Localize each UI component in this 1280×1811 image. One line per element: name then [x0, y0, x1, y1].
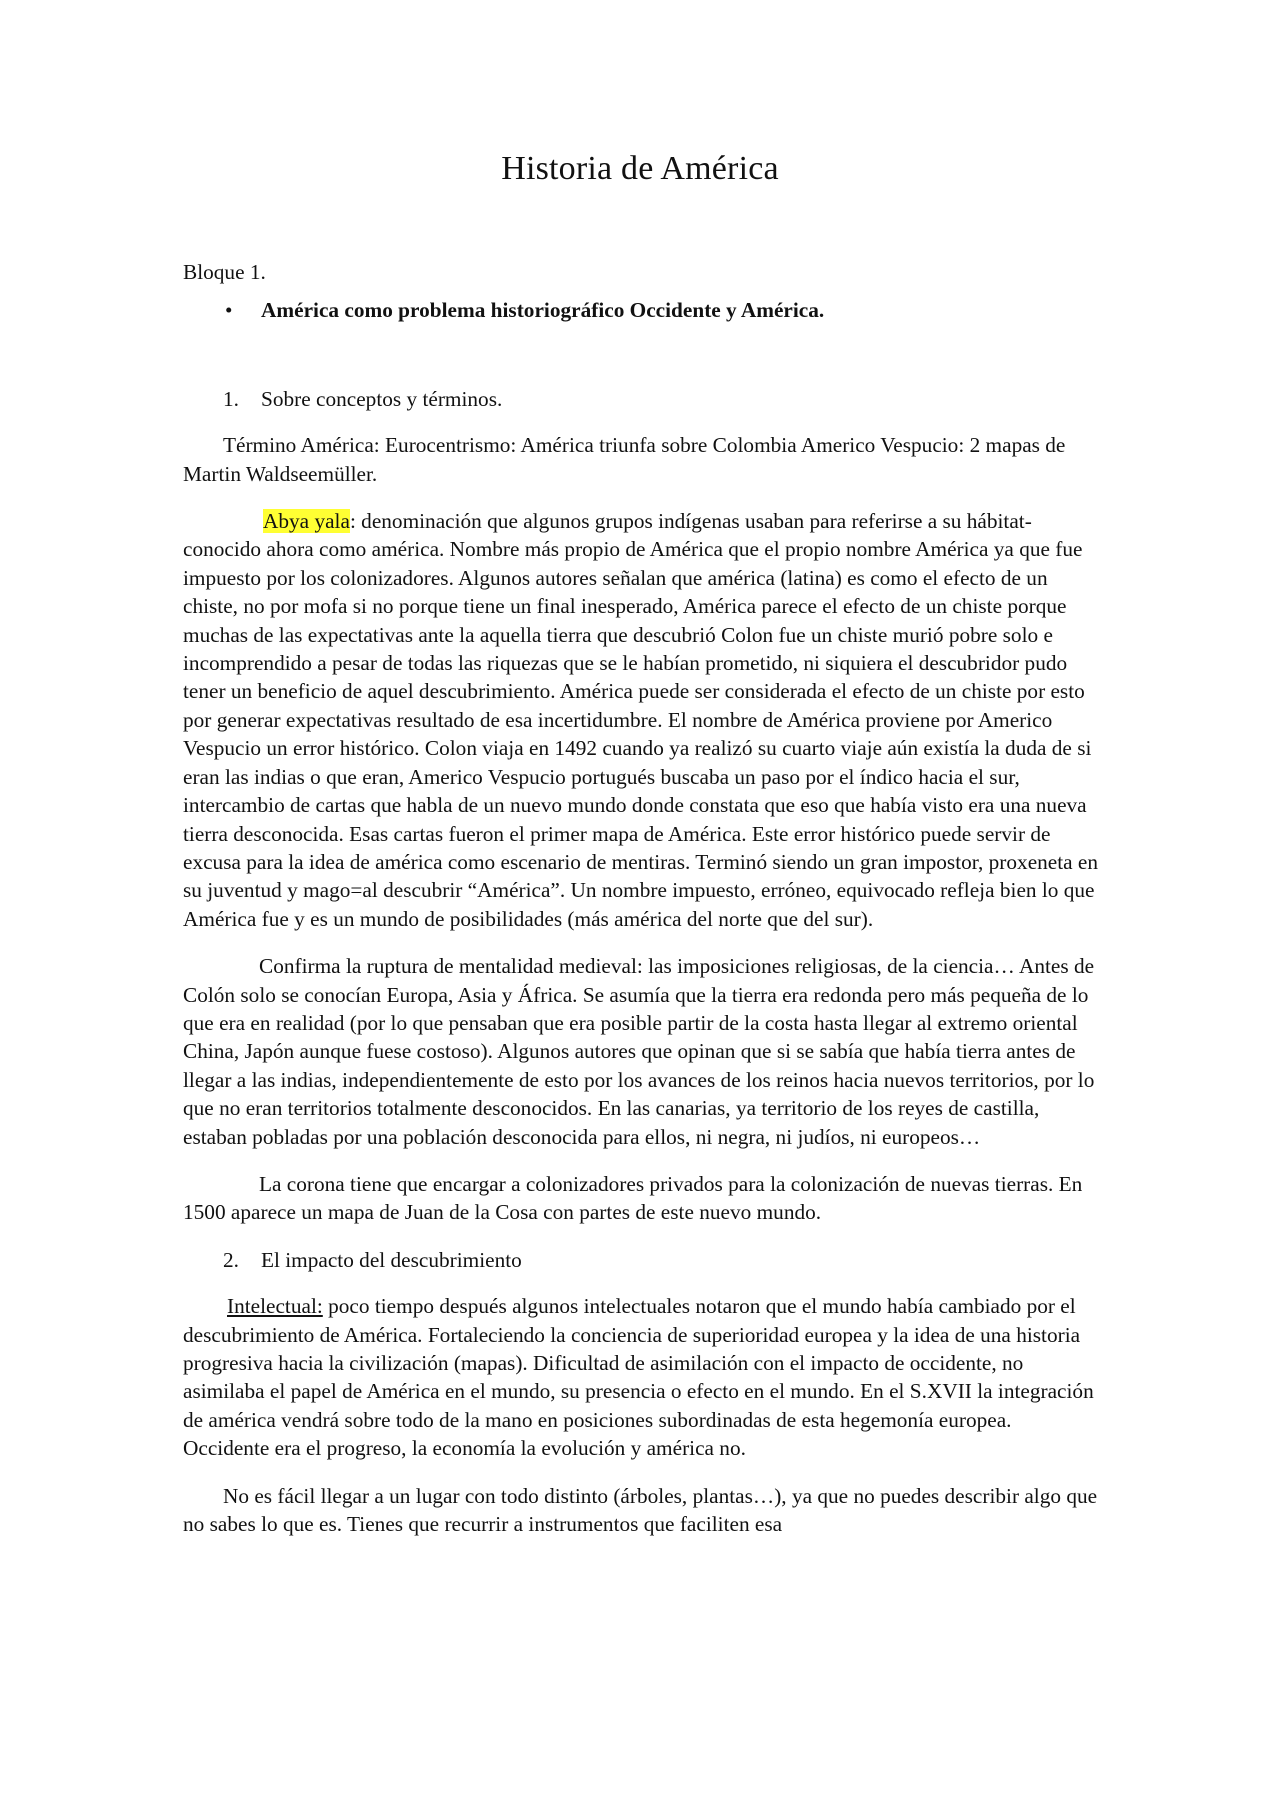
- section-heading-2: [183, 1246, 1103, 1274]
- document-body: [183, 258, 1103, 1557]
- paragraph-abya-yala: [183, 507, 1103, 933]
- paragraph-abya-text: : denominación que algunos grupos indígenas usaban para referirse a su hábitat-conocido ahora como américa. Nombre más propio de América que el propio nombre América ya que fue impuesto por los colonizadores. Algunos autores señalan que américa (latina) es como el efecto de un chiste, no por mofa si no porque tiene un final inesperado, América parece el efecto de un chiste porque muchas de las expectativas ante la aquella tierra que descubrió Colon fue un chiste murió pobre solo e incomprendido a pesar de todas las riquezas que se le habían prometido, ni siquiera el descubridor pudo tener un beneficio de aquel descubrimiento. América puede ser considerada el efecto de un chiste por esto por generar expectativas resultado de esa incertidumbre. El nombre de América proviene por Americo Vespucio un error histórico. Colon viaja en 1492 cuando ya realizó su cuarto viaje aún existía la duda de si eran las indias o que eran, Americo Vespucio portugués buscaba un paso por el índico hacia el sur, intercambio de cartas que habla de un nuevo mundo donde constata que eso que había visto era una nueva tierra desconocida. Esas cartas fueron el primer mapa de América. Este error histórico puede servir de excusa para la idea de américa como escenario de mentiras. Terminó siendo un gran impostor, proxeneta en su juventud y mago=al descubrir “América”. Un nombre impuesto, erróneo, equivocado refleja bien lo que América fue y es un mundo de posibilidades (más américa del norte que del sur).: [183, 509, 1099, 931]
- paragraph-confirma: Confirma la ruptura de mentalidad medieval: las imposiciones religiosas, de la ciencia… Antes de Colón solo se conocían Europa, Asia y África. Se asumía que la tierra era redonda pero más pequeña de lo que era en realidad (por lo que pensaban que era posible partir de la costa hasta llegar al extremo oriental China, Japón aunque fuese costoso). Algunos autores que opinan que si se sabía que había tierra antes de llegar a las indias, independientemente de esto por los avances de los reinos hacia nuevos territorios, por lo que no eran territorios totalmente desconocidos. En las canarias, ya territorio de los reyes de castilla, estaban pobladas por una población desconocida para ellos, ni negra, ni judíos, ni europeos…: [183, 954, 1095, 1149]
- section-number: 2.: [223, 1247, 239, 1272]
- page-title: Historia de América: [501, 150, 779, 187]
- section-number: 1.: [223, 386, 239, 411]
- section-label: Sobre conceptos y términos.: [261, 386, 503, 411]
- underlined-term: Intelectual:: [227, 1294, 323, 1319]
- paragraph-termino: Término América: Eurocentrismo: América triunfa sobre Colombia Americo Vespucio: 2 mapas de Martin Waldseemüller.: [183, 433, 1066, 486]
- block-label: Bloque 1.: [183, 260, 266, 284]
- bullet-heading-text: América como problema historiográfico Occidente y América.: [261, 298, 825, 323]
- section-heading-1: [183, 385, 1103, 413]
- bullet-icon: •: [225, 298, 233, 323]
- paragraph-corona: La corona tiene que encargar a colonizadores privados para la colonización de nuevas tierras. En 1500 aparece un mapa de Juan de la Cosa con partes de este nuevo mundo.: [183, 1171, 1083, 1225]
- highlighted-term: Abya yala: [263, 509, 350, 534]
- section-label: El impacto del descubrimiento: [261, 1247, 522, 1272]
- paragraph-no-facil: No es fácil llegar a un lugar con todo distinto (árboles, plantas…), ya que no puedes describir algo que no sabes lo que es. Tienes que recurrir a instrumentos que faciliten esa: [183, 1483, 1098, 1537]
- paragraph-intelectual-text: poco tiempo después algunos intelectuales notaron que el mundo había cambiado por el descubrimiento de América. Fortaleciendo la conciencia de superioridad europea y la idea de una historia progresiva hacia la civilización (mapas). Dificultad de asimilación con el impacto de occidente, no asimilaba el papel de América en el mundo, su presencia o efecto en el mundo. En el S.XVII la integración de américa vendrá sobre todo de la mano en posiciones subordinadas de esta hegemonía europea. Occidente era el progreso, la economía la evolución y américa no.: [183, 1294, 1094, 1461]
- bullet-heading: [183, 296, 1103, 324]
- paragraph-intelectual: [183, 1292, 1103, 1462]
